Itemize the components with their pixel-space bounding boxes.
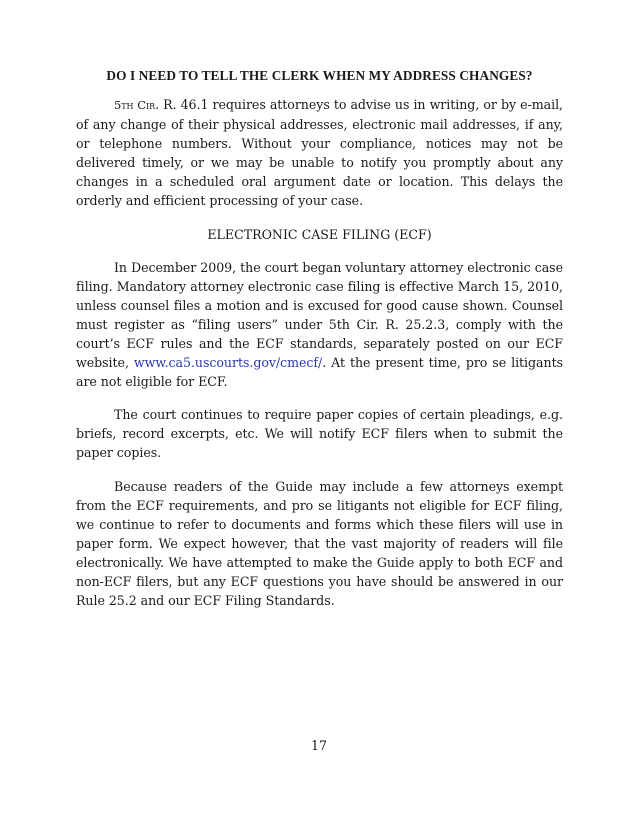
- ecf-paragraph: [76, 258, 563, 392]
- guide-paragraph: Because readers of the Guide may include a few attorneys exempt from the ECF requirements, and pro se litigants not eligible for ECF filing, we continue to refer to documents and forms which these filers will use in paper form. We expect however, that the vast majority of readers will file electronically. We have attempted to make the Guide apply to both ECF and non-ECF filers, but any ECF questions you have should be answered in our Rule 25.2 and our ECF Filing Standards.: [76, 478, 563, 609]
- address-change-paragraph: [76, 95, 563, 211]
- ecf-text-after-link: . At the present time, pro se litigants are not eligible for ECF.: [76, 355, 563, 390]
- page-number: 17: [310, 738, 328, 753]
- document-body: [76, 68, 563, 610]
- address-change-heading: DO I NEED TO TELL THE CLERK WHEN MY ADDRESS CHANGES?: [106, 68, 533, 83]
- ecf-section-heading: ELECTRONIC CASE FILING (ECF): [207, 226, 432, 242]
- ecf-website-link[interactable]: www.ca5.uscourts.gov/cmecf/: [133, 355, 323, 371]
- rule-citation-prefix: 5th Cir: [114, 98, 156, 112]
- paper-copies-paragraph: The court continues to require paper copies of certain pleadings, e.g. briefs, record excerpts, etc. We will notify ECF filers when to submit the paper copies.: [76, 407, 563, 461]
- ecf-text-before-link: In December 2009, the court began voluntary attorney electronic case filing. Mandatory attorney electronic case filing is effective March 15, 2010, unless counsel files a motion and is excused for good cause shown. Counsel must register as “filing users” under 5th Cir. R. 25.2.3, comply with the court’s ECF rules and the ECF standards, separately posted on our ECF website,: [76, 259, 563, 371]
- address-change-text: . R. 46.1 requires attorneys to advise us in writing, or by e-mail, of any change of their physical addresses, electronic mail addresses, if any, or telephone numbers. Without your compliance, notices may not be delivered timely, or we may be unable to notify you promptly about any changes in a scheduled oral argument date or location. This delays the orderly and efficient processing of your case.: [76, 97, 563, 209]
